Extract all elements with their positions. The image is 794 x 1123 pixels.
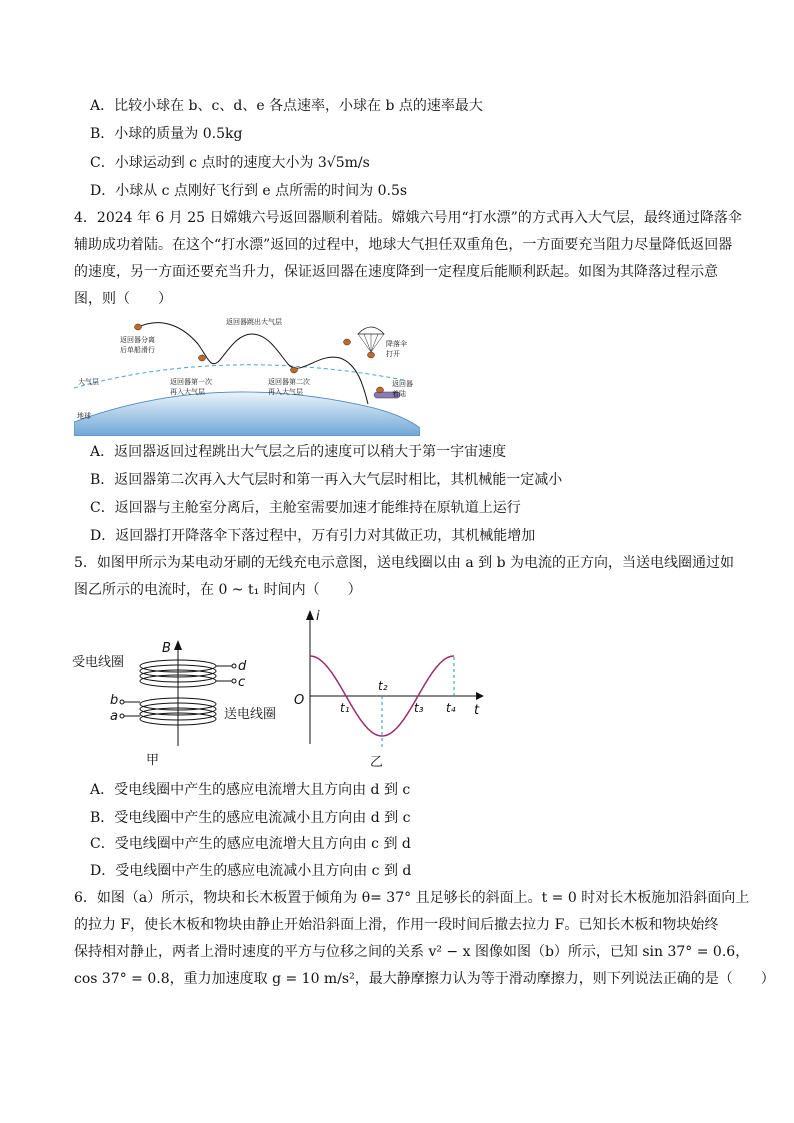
landing-label-2: 着陆 [392,390,406,398]
q5-option-d: D．受电线圈中产生的感应电流减小且方向由 c 到 d [90,863,412,879]
q4-reentry-figure [74,312,420,436]
q5-option-b: B．受电线圈中产生的感应电流减小且方向由 d 到 c [90,810,411,826]
separate-label-1: 返回器分离 [120,336,155,344]
q5-stem-line-2: 图乙所示的电流时，在 0 ~ t₁ 时间内（ ） [74,582,362,598]
q5-option-a: A．受电线圈中产生的感应电流增大且方向由 d 到 c [90,782,411,798]
first-reentry-label-2: 再入大气层 [170,388,205,396]
receive-coil-label: 受电线圈 [72,655,125,670]
svg-text:返回器着陆 [392,379,413,398]
q5-coil-figure [70,636,290,770]
separate-label-2: 后单船滑行 [120,346,155,354]
parachute-icon [358,327,384,358]
t3-label: t₃ [414,701,424,715]
q6-stem-line-3: 保持相对静止，两者上滑时速度的平方与位移之间的关系 v² − x 图像如图（b）所示，已知 sin 37° = 0.6， [74,944,750,960]
capsule-icon [291,367,298,373]
capsule-icon [199,355,206,361]
q6-stem-line-4: cos 37° = 0.8，重力加速度取 g = 10 m/s²，最大静摩擦力认为等于滑动摩擦力，则下列说法正确的是（ ） [74,971,775,987]
atmosphere-line [74,365,404,388]
terminal-b-label: b [110,693,119,708]
landing-label-1: 返回器 [392,380,413,388]
t2-label: t₂ [378,679,388,693]
svg-text:返回器第二次再入大气层 [268,377,310,396]
t4-label: t₄ [446,701,456,715]
q3-option-a: A．比较小球在 b、c、d、e 各点速率，小球在 b 点的速率最大 [90,98,483,114]
figure-jia-caption: 甲 [146,753,160,768]
t1-label: t₁ [340,701,350,715]
q4-stem-line-1: 4．2024 年 6 月 25 日嫦娥六号返回器顺利着陆。嫦娥六号用“打水漂”的方式再入大气层，最终通过降落伞 [74,210,742,226]
q4-stem-line-4: 图，则（ ） [74,291,172,307]
terminal-a-label: a [110,709,118,724]
t-axis-arrow-icon [476,692,484,700]
q3-option-b: B．小球的质量为 0.5kg [90,126,243,142]
svg-text:降落伞打开 [386,339,407,358]
q3-option-d: D．小球从 c 点刚好飞行到 e 点所需的时间为 0.5s [90,183,408,199]
earth-shape [74,392,420,436]
q5-option-c: C．受电线圈中产生的感应电流增大且方向由 c 到 d [90,836,411,852]
jump-out-label: 返回器跳出大气层 [226,318,282,326]
send-coil-label: 送电线圈 [224,707,277,722]
terminal-d-label: d [238,659,247,674]
parachute-label-1: 降落伞 [386,340,407,348]
second-reentry-label-2: 再入大气层 [268,388,303,396]
second-reentry-label-1: 返回器第二次 [268,378,310,386]
capsule-icon [377,387,384,393]
q4-option-c: C．返回器与主舱室分离后，主舱室需要加速才能维持在原轨道上运行 [90,500,521,516]
svg-text:返回器分离后单船滑行 [120,335,155,354]
i-axis-arrow-icon [306,610,314,620]
i-axis-label: i [316,609,320,624]
capsule-icon [344,339,351,345]
q4-stem-line-2: 辅助成功着陆。在这个“打水漂”返回的过程中，地球大气担任双重角色，一方面要充当阻力尽量降低返回器 [74,237,733,253]
q4-option-b: B．返回器第二次再入大气层时和第一再入大气层时相比，其机械能一定减小 [90,472,563,488]
q6-stem-line-1: 6．如图（a）所示，物块和长木板置于倾角为 θ= 37° 且足够长的斜面上。t = 0 时对长木板施加沿斜面向上 [74,890,750,906]
q5-current-graph [286,604,488,770]
terminal-c-label: c [238,675,246,690]
origin-label: O [294,693,305,708]
t-axis-label: t [474,703,480,718]
atmosphere-label: 大气层 [78,378,99,386]
q4-option-a: A．返回器返回过程跳出大气层之后的速度可以稍大于第一宇宙速度 [90,444,507,460]
parachute-label-2: 打开 [386,350,400,358]
capsule-icon [135,324,142,330]
q6-stem-line-2: 的拉力 F，使长木板和物块由静止开始沿斜面上滑，作用一段时间后撤去拉力 F。已知长木板和物块始终 [74,917,719,933]
q5-stem-line-1: 5．如图甲所示为某电动牙刷的无线充电示意图，送电线圈以由 a 到 b 为电流的正方向，当送电线圈通过如 [74,555,735,571]
b-label: B [162,641,171,656]
q3-option-c: C．小球运动到 c 点时的速度大小为 3√5m/s [90,155,370,171]
b-arrow-icon [174,640,182,650]
q4-option-d: D．返回器打开降落伞下落过程中，万有引力对其做正功，其机械能增加 [90,528,536,544]
figure-yi-caption: 乙 [370,755,384,770]
earth-label: 地球 [77,412,91,420]
first-reentry-label-1: 返回器第一次 [170,378,212,386]
q4-stem-line-3: 的速度，另一方面还要充当升力，保证返回器在速度降到一定程度后能顺利跃起。如图为其降落过程示意 [74,264,718,280]
